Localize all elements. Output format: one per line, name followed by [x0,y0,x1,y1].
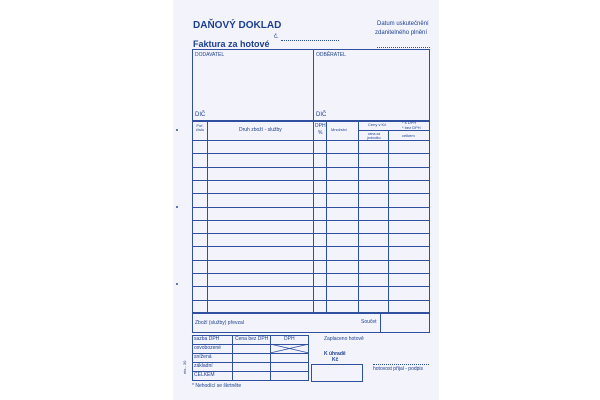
col-header-price-group: Ceny v Kč [368,122,387,127]
table-row [192,153,430,154]
col-divider-number [207,121,208,313]
parties-box [192,49,430,121]
to-pay-label-1: K úhradě [324,351,346,357]
col-header-number: Poř. číslo [195,123,205,132]
items-table [192,121,430,313]
vat-header-price: Cena bez DPH [235,336,269,342]
col-header-unit-price: cena za jednotku [367,132,381,140]
col-divider-goods [313,121,314,313]
vat-row-exempt: osvobozené [194,345,221,351]
document-title: DAŇOVÝ DOKLAD [193,20,282,31]
price-group-separator [358,130,430,131]
table-row [192,260,430,261]
sum-divider [380,313,381,333]
tax-date-label-1: Datum uskutečnění [377,21,429,27]
table-row [192,233,430,234]
vat-header-vat: DPH [284,336,295,342]
col-divider-vat [326,121,327,313]
customer-label: ODBĚRATEL [316,52,346,58]
cash-signature-label: hotovost přijal - podpis [373,366,424,372]
vat-col-divider-2 [270,335,271,381]
invoice-number-prefix: č. [274,34,279,40]
binding-hole [176,129,178,131]
vat-row-total: CELKEM [194,372,215,378]
invoice-form [173,0,439,400]
vat-col-divider-1 [232,335,233,381]
items-header-separator [192,140,430,141]
binding-hole [176,206,178,208]
table-row [192,207,430,208]
goods-received-label: Zboží (služby) převzal [195,320,244,326]
tax-date-label-2: zdanitelného plnění [375,30,428,36]
document-subtitle: Faktura za hotové [193,39,270,49]
col-header-quantity: Množství [331,127,348,132]
sum-label: Součet [361,319,377,325]
table-row [192,246,430,247]
invoice-number-line [281,40,339,41]
tax-date-line [377,47,430,48]
vat-row-reduced: snížená [194,354,212,360]
to-pay-label-2: Kč [332,357,339,363]
footnote: * Nehodící se škrtněte [192,383,242,389]
vat-row-standard: základní [194,363,213,369]
signature-line [373,364,429,365]
col-header-total: celkem [402,133,415,138]
customer-dic-label: DIČ [316,112,327,118]
table-row [192,220,430,221]
binding-hole [176,283,178,285]
table-row [192,273,430,274]
form-code: nts - 30 [182,360,187,374]
table-row [192,167,430,168]
table-row [192,193,430,194]
col-header-vat-1: DPH [315,123,326,129]
col-header-goods: Druh zboží - služby [239,127,282,133]
col-header-price-note-1: * s DPH [402,120,417,125]
table-row [192,180,430,181]
table-row [192,286,430,287]
col-divider-quantity [358,121,359,313]
paid-cash-label: Zaplaceno hotově [324,336,364,342]
table-row [192,300,430,301]
col-header-price-note-2: * bez DPH [402,125,421,130]
supplier-label: DODAVATEL [195,52,225,58]
vat-header-rate: sazba DPH [194,336,220,342]
supplier-dic-label: DIČ [195,112,206,118]
amount-due-box [311,364,363,382]
col-divider-unit-price [388,130,389,313]
col-header-vat-2: % [318,130,323,136]
parties-divider [313,49,314,121]
vat-exempt-cross [270,344,309,353]
